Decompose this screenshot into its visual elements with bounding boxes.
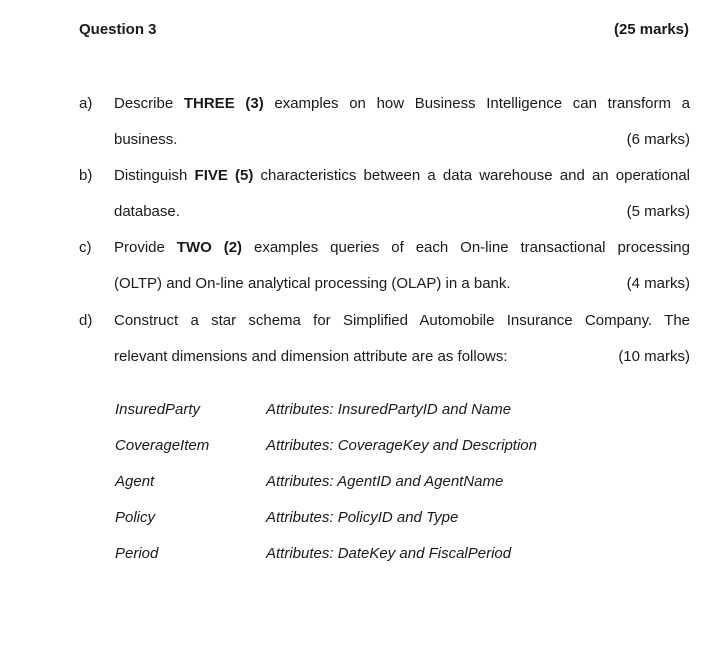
- question-a-line1: Describe THREE (3) examples on how Business Intelligence can transform a: [114, 95, 691, 112]
- dimension-name: InsuredParty: [115, 401, 201, 418]
- question-b-marks: (5 marks): [626, 203, 690, 220]
- dimension-name: Period: [115, 545, 159, 562]
- dimension-attributes: Attributes: CoverageKey and Description: [266, 437, 537, 454]
- question-b-line1: Distinguish FIVE (5) characteristics between a data warehouse and an operational: [114, 167, 690, 184]
- dimension-name: Policy: [115, 509, 156, 526]
- question-c-letter: c): [79, 239, 92, 256]
- dimension-attributes: Attributes: AgentID and AgentName: [266, 473, 504, 490]
- dimension-attributes: Attributes: PolicyID and Type: [266, 509, 459, 526]
- dimension-attributes: Attributes: InsuredPartyID and Name: [266, 401, 512, 418]
- total-marks: (25 marks): [613, 21, 689, 38]
- question-b-line2: database.: [114, 203, 180, 220]
- question-c-marks: (4 marks): [626, 275, 690, 292]
- question-a-letter: a): [79, 95, 93, 112]
- question-b-letter: b): [79, 167, 93, 184]
- question-c-line2: (OLTP) and On-line analytical processing (OLAP) in a bank.: [114, 275, 511, 292]
- question-d-line1: Construct a star schema for Simplified Automobile Insurance Company. The: [114, 312, 690, 329]
- question-a-line2: business.: [114, 131, 178, 148]
- question-c-line1: Provide TWO (2) examples queries of each On-line transactional processing: [114, 239, 690, 256]
- question-a-marks: (6 marks): [626, 131, 690, 148]
- question-d-marks: (10 marks): [618, 348, 690, 365]
- question-d-letter: d): [79, 312, 93, 329]
- question-title: Question 3: [79, 21, 157, 38]
- dimension-attributes: Attributes: DateKey and FiscalPeriod: [266, 545, 512, 562]
- question-d-line2: relevant dimensions and dimension attribute are as follows:: [114, 348, 508, 365]
- dimension-name: Agent: [115, 473, 155, 490]
- dimension-name: CoverageItem: [115, 437, 210, 454]
